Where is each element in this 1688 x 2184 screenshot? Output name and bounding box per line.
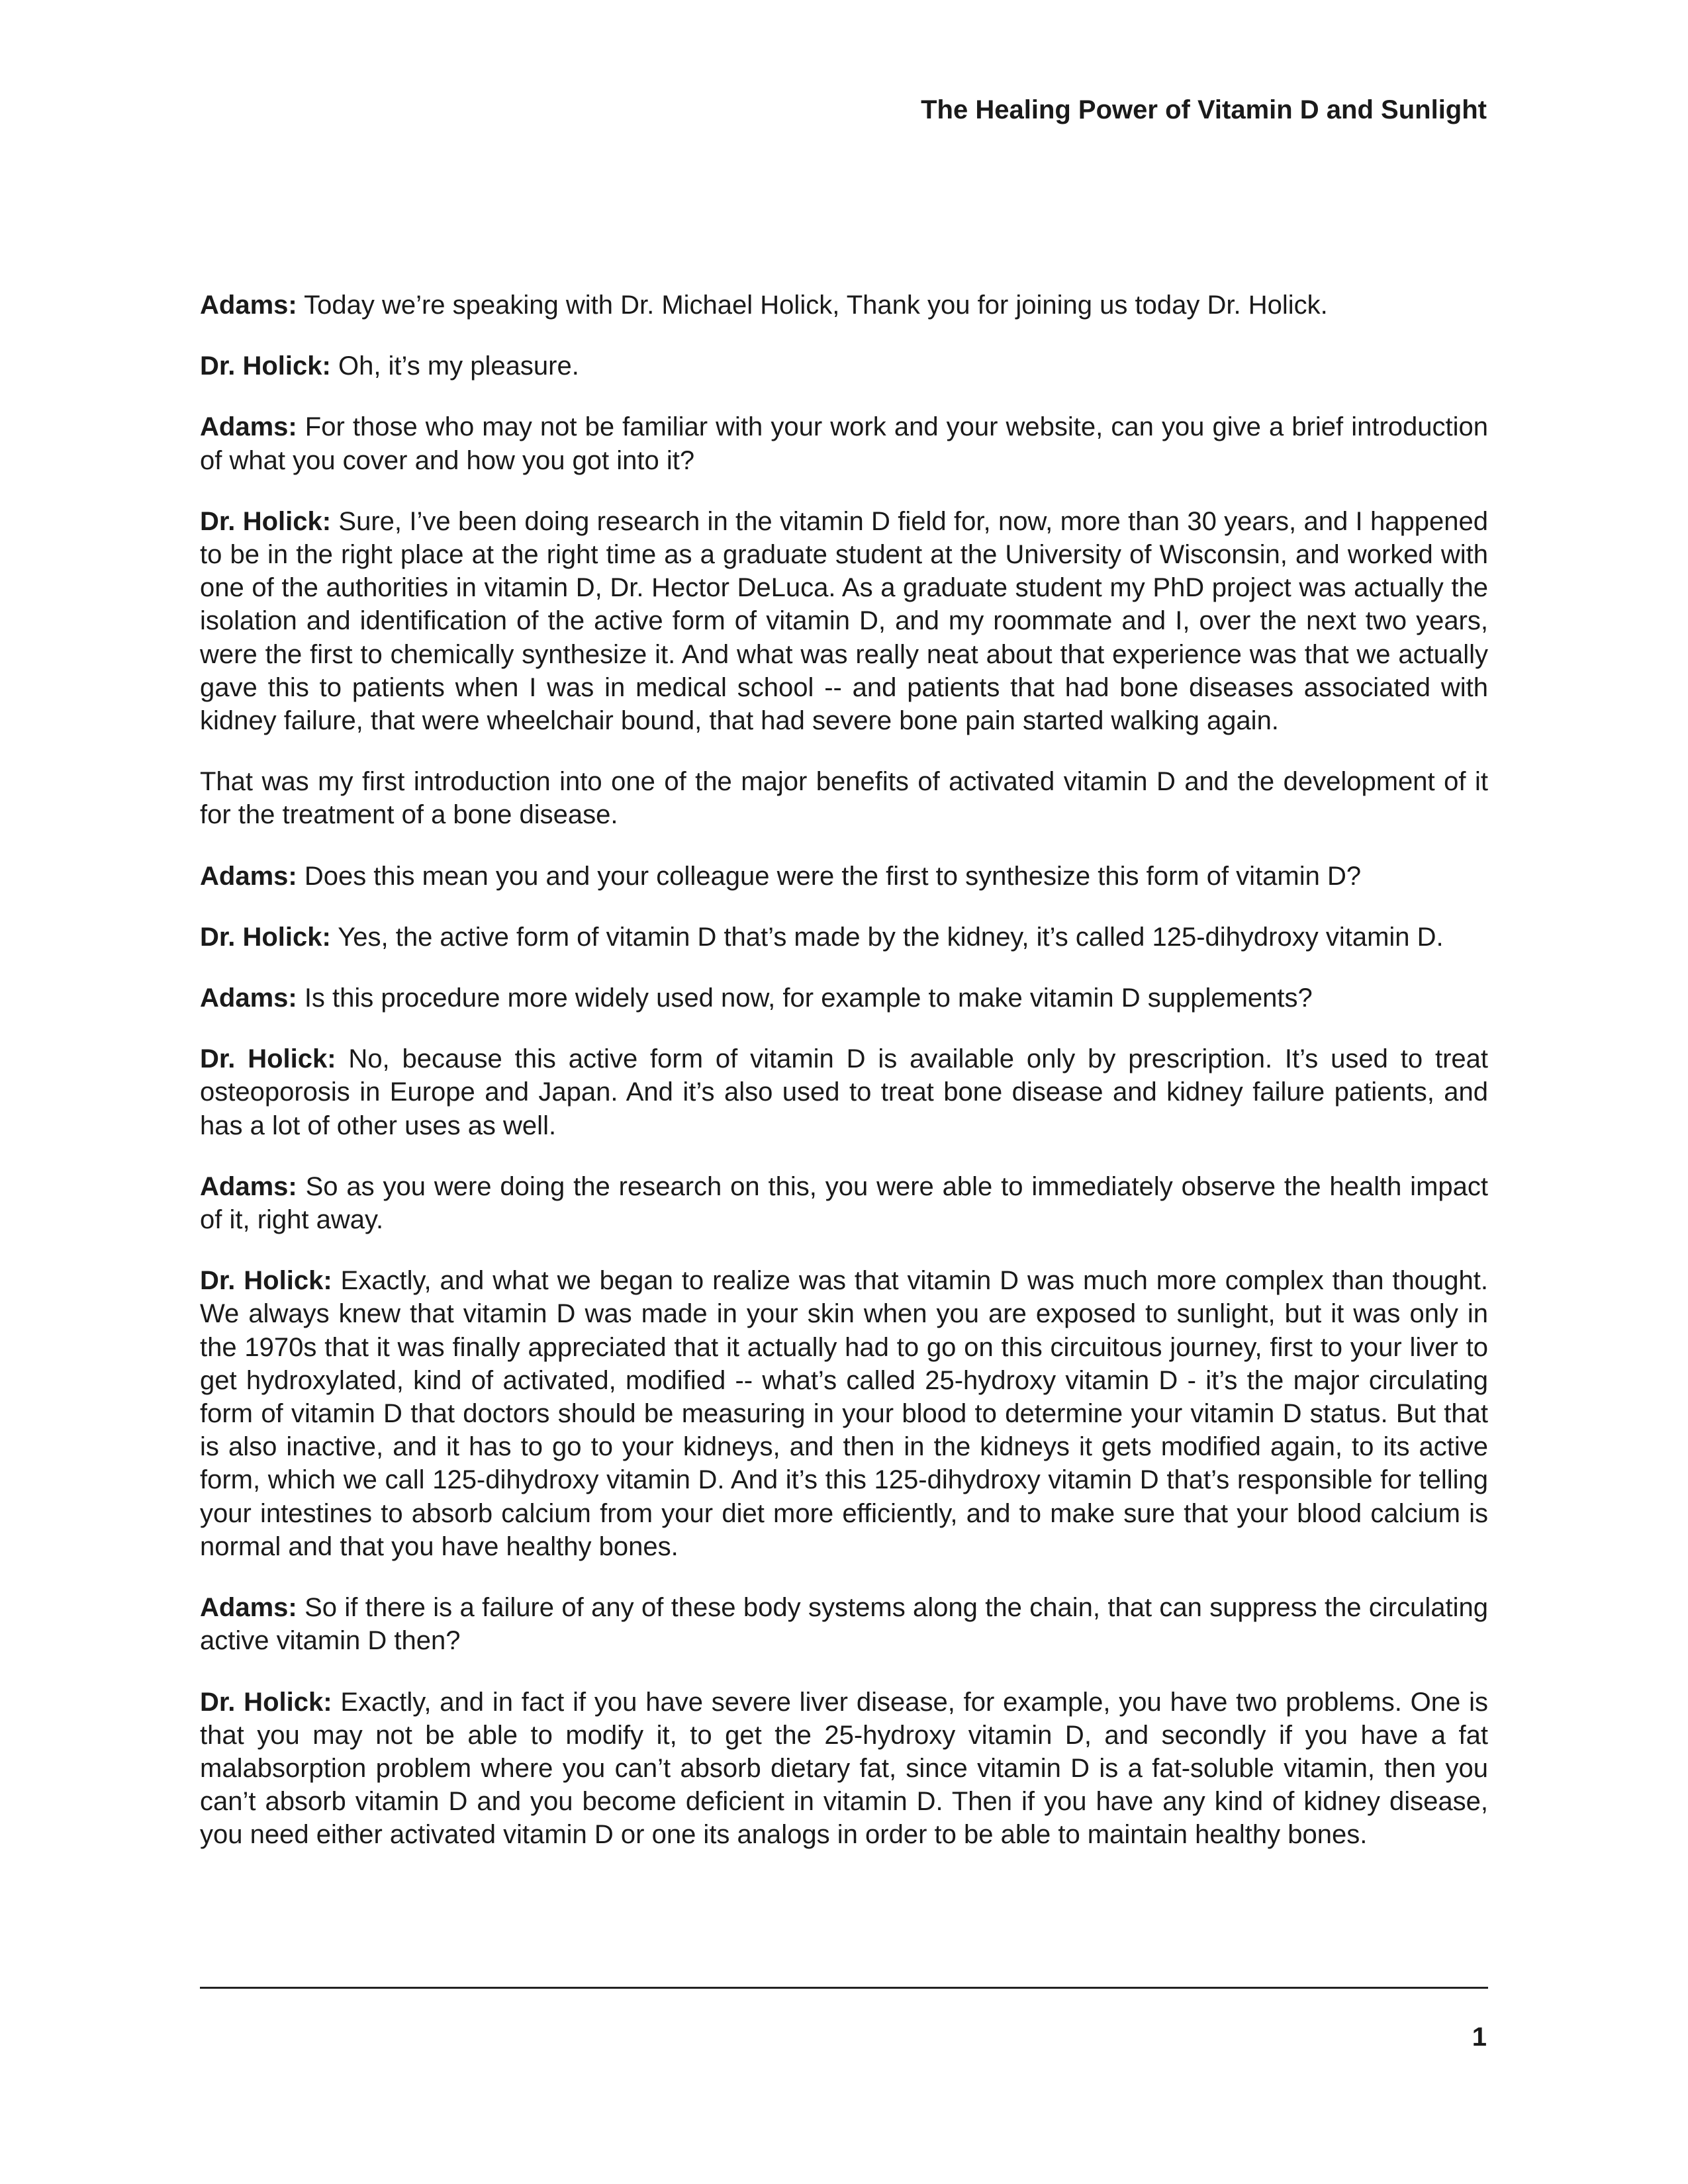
page-number: 1 [1472, 2023, 1487, 2052]
paragraph [200, 1042, 1488, 1142]
speaker-label: Dr. Holick: [200, 1266, 332, 1296]
paragraph-text: Exactly, and in fact if you have severe liver disease, for example, you have two problems. One is that you may not be able to modify it, to get the 25-hydroxy vitamin D, and secondly if you have a fat malabsorption problem where you can’t absorb dietary fat, since vitamin D is a fat-soluble vitamin, then you can’t absorb vitamin D and you become deficient in vitamin D. Then if you have any kind of kidney disease, you need either activated vitamin D or one its analogs in order to be able to maintain healthy bones. [200, 1687, 1488, 1850]
paragraph-text: Sure, I’ve been doing research in the vitamin D field for, now, more than 30 years, and I happened to be in the right place at the right time as a graduate student at the University of Wisconsin, and worked with one of the authorities in vitamin D, Dr. Hector DeLuca. As a graduate student my PhD project was actually the isolation and identification of the active form of vitamin D, and my roommate and I, over the next two years, were the first to chemically synthesize it. And what was really neat about that experience was that we actually gave this to patients when I was in medical school -- and patients that had bone diseases associated with kidney failure, that were wheelchair bound, that had severe bone pain started walking again. [200, 506, 1488, 736]
paragraph [200, 505, 1488, 737]
speaker-label: Dr. Holick: [200, 922, 331, 952]
paragraph-text: Does this mean you and your colleague were the first to synthesize this form of vitamin D? [297, 861, 1362, 891]
paragraph-text: Exactly, and what we began to realize was that vitamin D was much more complex than thought. We always knew that vitamin D was made in your skin when you are exposed to sunlight, but it was only in the 1970s that it was finally appreciated that it actually had to go on this circuitous journey, first to your liver to get hydroxylated, kind of activated, modified -- what’s called 25-hydroxy vitamin D - it’s the major circulating form of vitamin D that doctors should be measuring in your blood to determine your vitamin D status. But that is also inactive, and it has to go to your kidneys, and then in the kidneys it gets modified again, to its active form, which we call 125-dihydroxy vitamin D. And it’s this 125-dihydroxy vitamin D that’s responsible for telling your intestines to absorb calcium from your diet more efficiently, and to make sure that your blood calcium is normal and that you have healthy bones. [200, 1266, 1488, 1561]
paragraph-text: Yes, the active form of vitamin D that’s made by the kidney, it’s called 125-dihydroxy vitamin D. [330, 922, 1444, 952]
paragraph [200, 1686, 1488, 1852]
paragraph-text: So as you were doing the research on this, you were able to immediately observe the health impact of it, right away. [200, 1171, 1488, 1235]
paragraph-text: For those who may not be familiar with your work and your website, can you give a brief introduction of what you cover and how you got into it? [200, 412, 1488, 475]
paragraph [200, 349, 1488, 383]
paragraph [200, 410, 1488, 477]
speaker-label: Dr. Holick: [200, 506, 332, 536]
speaker-label: Adams: [200, 291, 297, 320]
paragraph [200, 765, 1488, 831]
speaker-label: Dr. Holick: [200, 1044, 336, 1074]
paragraph-text: Oh, it’s my pleasure. [330, 351, 579, 381]
speaker-label: Adams: [200, 412, 297, 442]
paragraph-text: So if there is a failure of any of these body systems along the chain, that can suppress the circulating active vitamin D then? [200, 1593, 1488, 1656]
speaker-label: Dr. Holick: [200, 351, 331, 381]
running-header-title: The Healing Power of Vitamin D and Sunlight [921, 95, 1487, 124]
paragraph [200, 1591, 1488, 1657]
speaker-label: Adams: [200, 1593, 297, 1623]
paragraph [200, 921, 1488, 954]
speaker-label: Adams: [200, 983, 297, 1013]
paragraph-text: Is this procedure more widely used now, for example to make vitamin D supplements? [297, 983, 1313, 1013]
paragraph [200, 981, 1488, 1015]
footer-divider [200, 1987, 1488, 1989]
paragraph [200, 289, 1488, 322]
speaker-label: Dr. Holick: [200, 1687, 332, 1717]
paragraph-text: No, because this active form of vitamin D is available only by prescription. It’s used to treat osteoporosis in Europe and Japan. And it’s also used to treat bone disease and kidney failure patients, and has a lot of other uses as well. [200, 1044, 1488, 1140]
paragraph-text: Today we’re speaking with Dr. Michael Holick, Thank you for joining us today Dr. Holick. [297, 291, 1328, 320]
interview-body [200, 289, 1488, 1880]
paragraph-text: That was my first introduction into one of the major benefits of activated vitamin D and the development of it for the treatment of a bone disease. [200, 767, 1488, 830]
speaker-label: Adams: [200, 1171, 297, 1201]
speaker-label: Adams: [200, 861, 297, 891]
paragraph [200, 1170, 1488, 1236]
paragraph [200, 1264, 1488, 1563]
paragraph [200, 860, 1488, 893]
